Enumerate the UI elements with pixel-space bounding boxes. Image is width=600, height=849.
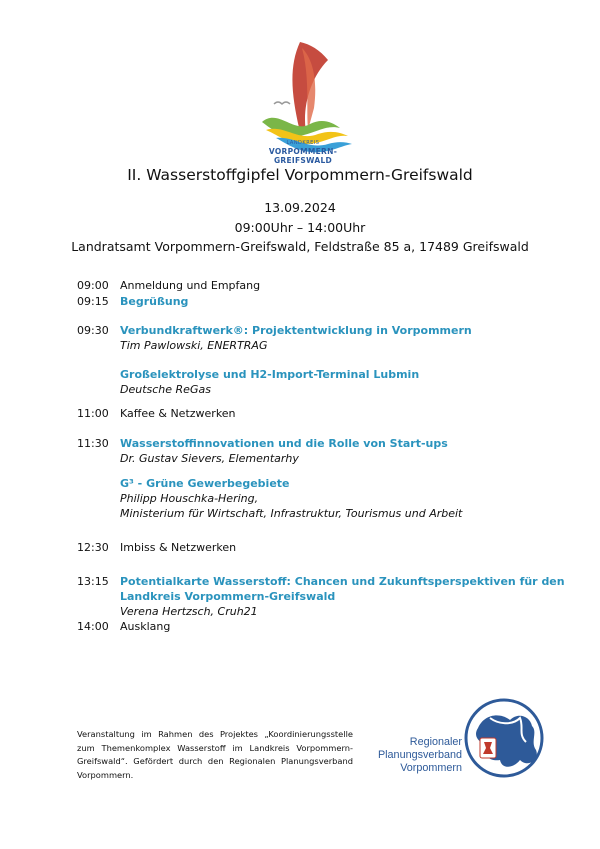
agenda-speaker-affiliation: Ministerium für Wirtschaft, Infrastruktur, Tourismus und Arbeit [120, 507, 463, 520]
agenda-speaker: Philipp Houschka-Hering, [120, 492, 259, 505]
agenda-title: G³ - Grüne Gewerbegebiete [120, 477, 290, 490]
partner-line3: Vorpommern [400, 762, 462, 774]
partner-line2: Planungsverband [377, 749, 462, 761]
agenda-title-continued: Landkreis Vorpommern-Greifswald [120, 590, 336, 603]
agenda-time: 13:15 [77, 575, 109, 588]
logo-small-text: LANDKREIS [286, 140, 320, 146]
agenda-speaker: Tim Pawlowski, ENERTRAG [120, 339, 268, 352]
agenda-title: Anmeldung und Empfang [120, 279, 261, 292]
agenda-time: 11:30 [77, 437, 109, 450]
agenda-speaker: Verena Hertzsch, Cruh21 [120, 605, 258, 618]
agenda-title: Wasserstoffinnovationen und die Rolle von Start-ups [120, 437, 448, 450]
agenda-title: Verbundkraftwerk®: Projektentwicklung in Vorpommern [120, 324, 472, 337]
agenda-time: 09:15 [77, 295, 109, 308]
footer-note: Veranstaltung im Rahmen des Projektes „Koordinierungsstelle zum Themenkomplex Wasserstoff im Landkreis Vorpommern-Greifswald“. Gefördert durch den Regionalen Planungsverband Vorpommern. [77, 729, 353, 780]
agenda-title: Großelektrolyse und H2-Import-Terminal Lubmin [120, 368, 420, 381]
agenda-title: Potentialkarte Wasserstoff: Chancen und Zukunftsperspektiven für den [120, 575, 565, 588]
partner-line1: Regionaler [409, 736, 462, 748]
page-title: II. Wasserstoffgipfel Vorpommern-Greifswald [127, 166, 473, 184]
agenda-speaker: Deutsche ReGas [120, 383, 211, 396]
planungsverband-logo [460, 698, 570, 778]
bird-icon [274, 102, 290, 104]
agenda-time: 11:00 [77, 407, 109, 420]
event-time: 09:00Uhr – 14:00Uhr [234, 220, 366, 235]
agenda-title: Imbiss & Netzwerken [120, 541, 237, 554]
logo-main-text: VORPOMMERN-GREIFSWALD [268, 147, 338, 165]
agenda-title: Begrüßung [120, 295, 189, 308]
agenda-time: 09:00 [77, 279, 109, 292]
event-date: 13.09.2024 [264, 200, 336, 215]
agenda-title: Ausklang [120, 620, 171, 633]
agenda-speaker: Dr. Gustav Sievers, Elementarhy [120, 452, 299, 465]
agenda-title: Kaffee & Netzwerken [120, 407, 236, 420]
agenda-time: 12:30 [77, 541, 109, 554]
agenda-time: 09:30 [77, 324, 109, 337]
agenda-time: 14:00 [77, 620, 109, 633]
event-location: Landratsamt Vorpommern-Greifswald, Feldstraße 85 a, 17489 Greifswald [71, 239, 529, 254]
